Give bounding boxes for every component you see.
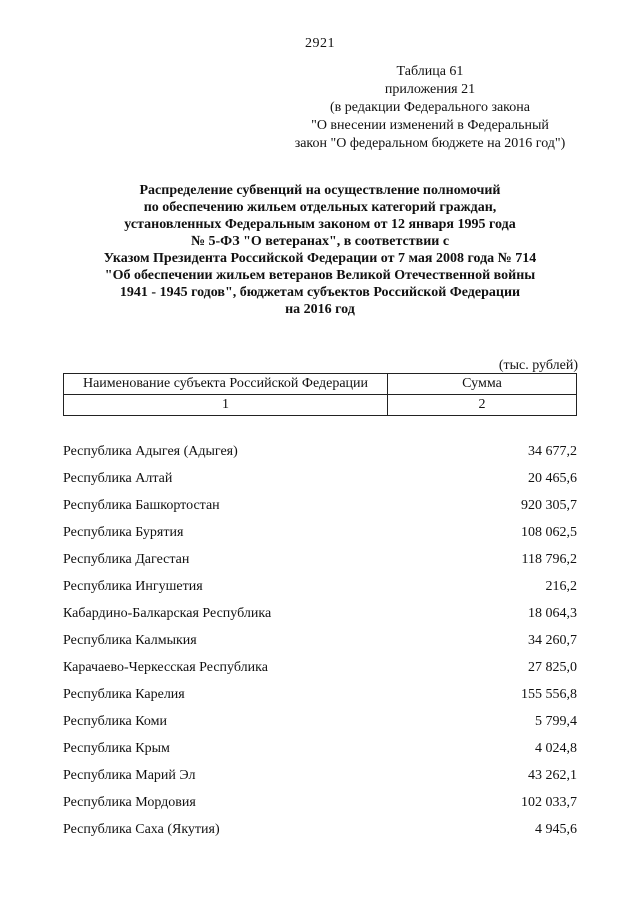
region-name: Карачаево-Черкесская Республика <box>63 660 268 675</box>
amount-value: 920 305,7 <box>521 498 577 513</box>
region-name: Республика Ингушетия <box>63 579 203 594</box>
column-number-row <box>64 395 577 416</box>
table-row <box>63 793 577 820</box>
region-name: Кабардино-Балкарская Республика <box>63 606 272 621</box>
table-row <box>63 712 577 739</box>
table-header <box>63 373 577 416</box>
table-reference-line: закон "О федеральном бюджете на 2016 год") <box>294 136 566 151</box>
amount-value: 102 033,7 <box>521 795 577 810</box>
table-row <box>63 469 577 496</box>
table-row <box>63 496 577 523</box>
header-row <box>64 374 577 395</box>
amount-value: 108 062,5 <box>521 525 577 540</box>
title-line: по обеспечению жильем отдельных категорий граждан, <box>143 200 497 215</box>
amount-value: 4 945,6 <box>535 822 577 837</box>
table-reference-line: приложения 21 <box>384 82 476 97</box>
region-name: Республика Крым <box>63 741 170 756</box>
region-name: Республика Бурятия <box>63 525 184 540</box>
table-reference-line: (в редакции Федерального закона <box>330 100 530 115</box>
title-line: Указом Президента Российской Федерации от 7 мая 2008 года № 714 <box>103 251 537 266</box>
amount-value: 20 465,6 <box>528 471 577 486</box>
region-name: Республика Мордовия <box>63 795 196 810</box>
amount-value: 18 064,3 <box>528 606 577 621</box>
amount-value: 118 796,2 <box>521 552 577 567</box>
header-amount: Сумма <box>388 374 577 395</box>
region-name: Республика Алтай <box>63 471 173 486</box>
table-row <box>63 604 577 631</box>
region-name: Республика Башкортостан <box>63 498 220 513</box>
units-label: (тыс. рублей) <box>498 358 578 373</box>
amount-value: 43 262,1 <box>528 768 577 783</box>
title-line: "Об обеспечении жильем ветеранов Великой Отечественной войны <box>104 268 536 283</box>
amount-value: 34 260,7 <box>528 633 577 648</box>
region-name: Республика Карелия <box>63 687 185 702</box>
amount-value: 155 556,8 <box>521 687 577 702</box>
table-reference <box>230 63 630 153</box>
table-row <box>63 658 577 685</box>
region-name: Республика Дагестан <box>63 552 190 567</box>
header-name: Наименование субъекта Российской Федерации <box>64 374 388 395</box>
table-row <box>63 523 577 550</box>
title-line: на 2016 год <box>285 302 355 317</box>
amount-value: 27 825,0 <box>528 660 577 675</box>
title-line: № 5-ФЗ "О ветеранах", в соответствии с <box>190 234 450 249</box>
table-row <box>63 550 577 577</box>
region-name: Республика Коми <box>63 714 167 729</box>
region-name: Республика Марий Эл <box>63 768 196 783</box>
title-line: Распределение субвенций на осуществление полномочий <box>139 183 501 198</box>
region-name: Республика Саха (Якутия) <box>63 822 220 837</box>
table-row <box>63 739 577 766</box>
table-reference-line: "О внесении изменений в Федеральный <box>311 118 549 133</box>
amount-value: 5 799,4 <box>535 714 577 729</box>
region-name: Республика Адыгея (Адыгея) <box>63 444 238 459</box>
table-row <box>63 631 577 658</box>
amount-value: 4 024,8 <box>535 741 577 756</box>
column-number-1: 1 <box>64 395 388 416</box>
region-name: Республика Калмыкия <box>63 633 197 648</box>
title-line: 1941 - 1945 годов", бюджетам субъектов Российской Федерации <box>119 285 521 300</box>
table-row <box>63 820 577 847</box>
page-number: 2921 <box>305 36 335 51</box>
table-row <box>63 685 577 712</box>
table-row <box>63 577 577 604</box>
table-row <box>63 766 577 793</box>
table-reference-line: Таблица 61 <box>396 64 464 79</box>
document-title <box>40 182 600 318</box>
table-row <box>63 442 577 469</box>
title-line: установленных Федеральным законом от 12 января 1995 года <box>124 217 516 232</box>
amount-value: 216,2 <box>545 579 577 594</box>
amount-value: 34 677,2 <box>528 444 577 459</box>
table-body <box>63 442 577 847</box>
column-number-2: 2 <box>388 395 577 416</box>
